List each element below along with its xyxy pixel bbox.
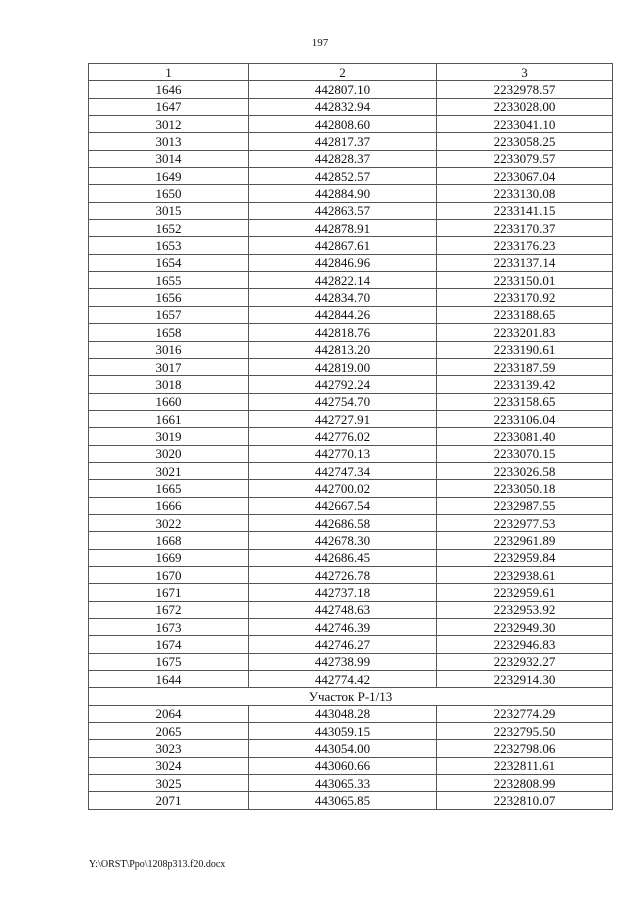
table-cell-col-3: 2232959.84 [437, 549, 613, 566]
table-row [89, 775, 613, 792]
table-cell-col-2: 442817.37 [249, 133, 437, 150]
table-cell-col-3: 2232810.07 [437, 792, 613, 809]
table-cell-col-3: 2233158.65 [437, 393, 613, 410]
table-row [89, 705, 613, 722]
table-cell-col-2: 442738.99 [249, 653, 437, 670]
table-row [89, 133, 613, 150]
table-cell-col-1: 1668 [89, 532, 249, 549]
table-cell-col-1: 1658 [89, 324, 249, 341]
table-row [89, 185, 613, 202]
table-row [89, 497, 613, 514]
table-cell-col-1: 1670 [89, 566, 249, 583]
table-cell-col-1: 3017 [89, 358, 249, 375]
table-row [89, 202, 613, 219]
table-cell-col-2: 442792.24 [249, 376, 437, 393]
table-cell-col-3: 2232938.61 [437, 566, 613, 583]
table-cell-col-2: 442844.26 [249, 306, 437, 323]
table-cell-col-3: 2233070.15 [437, 445, 613, 462]
table-cell-col-1: 1660 [89, 393, 249, 410]
table-cell-col-3: 2232808.99 [437, 775, 613, 792]
table-cell-col-1: 3025 [89, 775, 249, 792]
table-cell-col-1: 1644 [89, 671, 249, 688]
table-cell-col-1: 3019 [89, 428, 249, 445]
table-cell-col-2: 443054.00 [249, 740, 437, 757]
table-cell-col-3: 2233176.23 [437, 237, 613, 254]
table-row [89, 376, 613, 393]
table-row [89, 636, 613, 653]
table-cell-col-2: 442748.63 [249, 601, 437, 618]
table-cell-col-2: 442819.00 [249, 358, 437, 375]
table-cell-col-1: 1669 [89, 549, 249, 566]
table-cell-col-2: 442747.34 [249, 462, 437, 479]
table-cell-col-1: 1646 [89, 81, 249, 98]
coordinates-table [88, 63, 613, 810]
table-cell-col-3: 2232798.06 [437, 740, 613, 757]
table-cell-col-3: 2232946.83 [437, 636, 613, 653]
table-cell-col-2: 442863.57 [249, 202, 437, 219]
table-cell-col-2: 442846.96 [249, 254, 437, 271]
table-cell-col-2: 442834.70 [249, 289, 437, 306]
table-cell-col-3: 2233137.14 [437, 254, 613, 271]
table-cell-col-3: 2233041.10 [437, 116, 613, 133]
coordinates-table-body [89, 64, 613, 810]
table-cell-col-2: 442678.30 [249, 532, 437, 549]
table-cell-col-1: 1656 [89, 289, 249, 306]
table-cell-col-1: 2064 [89, 705, 249, 722]
table-cell-col-2: 442832.94 [249, 98, 437, 115]
table-cell-col-1: 1671 [89, 584, 249, 601]
table-cell-col-3: 2232774.29 [437, 705, 613, 722]
table-cell-col-2: 442667.54 [249, 497, 437, 514]
table-cell-col-1: 1649 [89, 168, 249, 185]
page-number: 197 [311, 37, 329, 49]
table-row [89, 514, 613, 531]
table-cell-col-1: 2065 [89, 723, 249, 740]
table-cell-col-2: 442686.58 [249, 514, 437, 531]
table-cell-col-3: 2232978.57 [437, 81, 613, 98]
table-row [89, 410, 613, 427]
table-cell-col-2: 442884.90 [249, 185, 437, 202]
table-cell-col-3: 2232977.53 [437, 514, 613, 531]
table-cell-col-3: 2233130.08 [437, 185, 613, 202]
table-row [89, 445, 613, 462]
table-row [89, 272, 613, 289]
table-cell-col-3: 2232914.30 [437, 671, 613, 688]
table-cell-col-2: 443065.33 [249, 775, 437, 792]
table-cell-col-2: 442746.39 [249, 619, 437, 636]
table-cell-col-1: 1647 [89, 98, 249, 115]
table-row [89, 462, 613, 479]
table-cell-col-2: 442878.91 [249, 220, 437, 237]
table-row [89, 653, 613, 670]
table-cell-col-3: 2233028.00 [437, 98, 613, 115]
table-cell-col-2: 442818.76 [249, 324, 437, 341]
table-cell-col-1: 3013 [89, 133, 249, 150]
table-cell-col-2: 442776.02 [249, 428, 437, 445]
table-cell-col-3: 2233081.40 [437, 428, 613, 445]
table-cell-col-2: 442774.42 [249, 671, 437, 688]
table-cell-col-3: 2233201.83 [437, 324, 613, 341]
table-cell-col-3: 2233150.01 [437, 272, 613, 289]
table-cell-col-3: 2232953.92 [437, 601, 613, 618]
table-row [89, 116, 613, 133]
table-cell-col-2: 443060.66 [249, 757, 437, 774]
table-cell-col-3: 2232961.89 [437, 532, 613, 549]
table-cell-col-3: 2233026.58 [437, 462, 613, 479]
table-cell-col-3: 2233050.18 [437, 480, 613, 497]
table-cell-col-3: 2233187.59 [437, 358, 613, 375]
table-row [89, 566, 613, 583]
document-file-path: Y:\ORST\Ppo\1208p313.f20.docx [89, 859, 226, 870]
table-cell-col-3: 2233139.42 [437, 376, 613, 393]
table-cell-col-3: 2233188.65 [437, 306, 613, 323]
table-cell-col-2: 442770.13 [249, 445, 437, 462]
table-row [89, 289, 613, 306]
table-row [89, 792, 613, 809]
table-row [89, 254, 613, 271]
table-cell-col-1: 3021 [89, 462, 249, 479]
table-cell-col-1: 1655 [89, 272, 249, 289]
table-cell-col-3: 2232987.55 [437, 497, 613, 514]
table-row [89, 341, 613, 358]
table-cell-col-2: 442727.91 [249, 410, 437, 427]
table-cell-col-3: 2233170.37 [437, 220, 613, 237]
table-cell-col-3: 2232932.27 [437, 653, 613, 670]
table-cell-col-1: 1665 [89, 480, 249, 497]
table-cell-col-1: 3012 [89, 116, 249, 133]
table-cell-col-2: 442813.20 [249, 341, 437, 358]
table-cell-col-3: 2233079.57 [437, 150, 613, 167]
table-row [89, 324, 613, 341]
table-cell-col-1: 1650 [89, 185, 249, 202]
table-row [89, 549, 613, 566]
table-cell-col-1: 3015 [89, 202, 249, 219]
table-cell-col-1: 1657 [89, 306, 249, 323]
table-cell-col-1: 3023 [89, 740, 249, 757]
table-cell-col-2: 442754.70 [249, 393, 437, 410]
table-cell-col-1: 1652 [89, 220, 249, 237]
section-title: Участок Р-1/13 [89, 688, 613, 705]
table-cell-col-1: 1674 [89, 636, 249, 653]
table-row [89, 306, 613, 323]
table-cell-col-1: 1661 [89, 410, 249, 427]
table-cell-col-3: 2233190.61 [437, 341, 613, 358]
table-row [89, 81, 613, 98]
table-row [89, 237, 613, 254]
table-row [89, 532, 613, 549]
table-row [89, 723, 613, 740]
table-cell-col-3: 2232811.61 [437, 757, 613, 774]
table-cell-col-2: 443059.15 [249, 723, 437, 740]
table-cell-col-2: 442746.27 [249, 636, 437, 653]
column-header-1: 1 [89, 64, 249, 81]
table-cell-col-1: 1653 [89, 237, 249, 254]
column-header-2: 2 [249, 64, 437, 81]
table-cell-col-1: 3024 [89, 757, 249, 774]
table-cell-col-2: 442867.61 [249, 237, 437, 254]
table-cell-col-1: 1675 [89, 653, 249, 670]
table-row [89, 584, 613, 601]
table-row [89, 98, 613, 115]
table-cell-col-2: 442852.57 [249, 168, 437, 185]
table-cell-col-1: 1654 [89, 254, 249, 271]
table-header-row [89, 64, 613, 81]
table-cell-col-1: 2071 [89, 792, 249, 809]
table-cell-col-1: 1666 [89, 497, 249, 514]
table-row [89, 220, 613, 237]
table-cell-col-2: 442686.45 [249, 549, 437, 566]
table-cell-col-2: 442828.37 [249, 150, 437, 167]
table-row [89, 757, 613, 774]
table-cell-col-2: 442822.14 [249, 272, 437, 289]
table-row [89, 358, 613, 375]
table-row [89, 740, 613, 757]
table-cell-col-1: 1673 [89, 619, 249, 636]
table-cell-col-2: 442737.18 [249, 584, 437, 601]
table-cell-col-2: 442700.02 [249, 480, 437, 497]
table-row [89, 150, 613, 167]
table-cell-col-1: 3022 [89, 514, 249, 531]
table-row [89, 601, 613, 618]
section-header-row [89, 688, 613, 705]
table-row [89, 428, 613, 445]
table-cell-col-2: 442807.10 [249, 81, 437, 98]
table-cell-col-2: 443048.28 [249, 705, 437, 722]
table-cell-col-3: 2233170.92 [437, 289, 613, 306]
table-cell-col-1: 1672 [89, 601, 249, 618]
table-cell-col-1: 3020 [89, 445, 249, 462]
table-cell-col-1: 3016 [89, 341, 249, 358]
table-row [89, 480, 613, 497]
table-row [89, 393, 613, 410]
table-cell-col-1: 3014 [89, 150, 249, 167]
table-row [89, 619, 613, 636]
table-cell-col-3: 2233067.04 [437, 168, 613, 185]
table-cell-col-1: 3018 [89, 376, 249, 393]
table-cell-col-3: 2232959.61 [437, 584, 613, 601]
table-cell-col-2: 442726.78 [249, 566, 437, 583]
table-row [89, 168, 613, 185]
column-header-3: 3 [437, 64, 613, 81]
table-cell-col-3: 2233106.04 [437, 410, 613, 427]
table-cell-col-3: 2232795.50 [437, 723, 613, 740]
table-cell-col-3: 2233141.15 [437, 202, 613, 219]
table-cell-col-3: 2232949.30 [437, 619, 613, 636]
table-cell-col-2: 443065.85 [249, 792, 437, 809]
table-cell-col-2: 442808.60 [249, 116, 437, 133]
table-row [89, 671, 613, 688]
table-cell-col-3: 2233058.25 [437, 133, 613, 150]
